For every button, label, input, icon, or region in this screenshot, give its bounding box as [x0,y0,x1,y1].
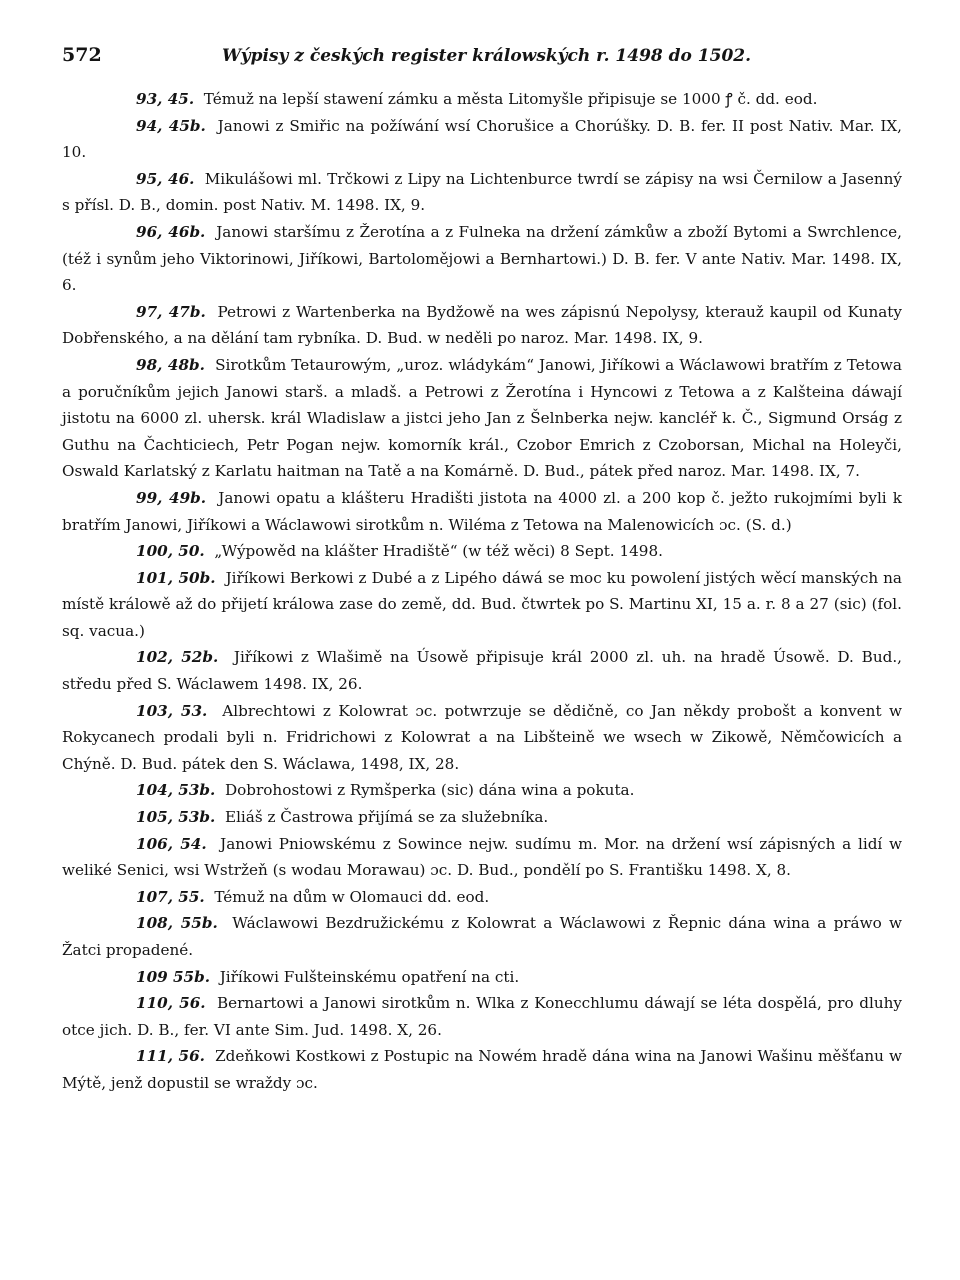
entry-list [62,86,902,1097]
entry-reference: 102, 52b. [136,648,219,667]
register-entry [62,1043,902,1096]
entry-reference: 110, 56. [136,994,206,1013]
entry-text: Wáclawowi Bezdružickému z Kolowrat a Wáclawowi z Řepnic dána wina a práwo w Žatci propadené. [62,914,903,959]
register-entry [62,485,902,538]
page-header [62,44,902,76]
register-entry [62,644,902,697]
entry-reference: 109 55b. [136,967,211,986]
entry-text: Janowi Pniowskému z Sowince nejw. sudímu m. Mor. na držení wsí zápisných a lidí w weliké Senici, wsi Wstržeň (s wodau Morawau) ɔc. D. Bud., pondělí po S. Františku 1498. X, 8. [62,834,903,880]
register-entry [62,352,902,485]
register-entry [62,910,902,963]
entry-text: Mikulášowi ml. Trčkowi z Lipy na Lichtenburce twrdí se zápisy na wsi Černilow a Jasenný s přísl. D. B., domin. post Nativ. M. 1498. IX, 9. [62,169,902,215]
entry-text: Jiříkowi Fulšteinskému opatření na cti. [219,967,520,986]
entry-text: Sirotkům Tetaurowým, „uroz. wládykám“ Janowi, Jiříkowi a Wáclawowi bratřím z Tetowa a poručníkům jejich Janowi starš. a mladš. a Petrowi z Žerotína i Hyncowi z Tetowa a z Kalšteina dáwají jistotu na 6000 zl. uhersk. král Wladislaw a jistci jeho Jan z Šelnberka nejw. kancléř k. Č., Sigmund Orság z Guthu na Čachticiech, Petr Pogan nejw. komorník král., Czobor Emrich z Czoborsan, Michal na Holeyči, Oswald Karlatský z Karlatu haitman na Tatě a na Komárně. D. Bud., pátek před naroz. Mar. 1498. IX, 7. [62,355,902,481]
running-title: Wýpisy z českých register králowských r. 1498 do 1502. [222,46,752,66]
register-entry [62,884,902,911]
entry-text: Jiříkowi Berkowi z Dubé a z Lipého dáwá se moc ku powolení jistých wěcí manských na místě králowě až do přijetí králowa zase do země, dd. Bud. čtwrtek po S. Martinu XI, 15 a. r. 8 a 27 (sic) (fol. sq. vacua.) [62,568,902,640]
entry-reference: 103, 53. [136,701,208,720]
register-entry [62,538,902,565]
entry-text: „Wýpowěd na klášter Hradiště“ (w též wěci) 8 Sept. 1498. [214,542,663,561]
entry-reference: 111, 56. [136,1047,205,1066]
register-entry [62,804,902,831]
entry-text: Bernartowi a Janowi sirotkům n. Wlka z Konecchlumu dáwají se léta dospělá, pro dluhy otce jich. D. B., fer. VI ante Sim. Jud. 1498. X, 26. [62,994,902,1039]
register-entry [62,86,902,113]
entry-reference: 101, 50b. [136,568,216,587]
entry-text: Petrowi z Wartenberka na Bydžowě na wes zápisnú Nepolysy, kterauž kaupil od Kunaty Dobřenského, a na dělání tam rybníka. D. Bud. w neděli po naroz. Mar. 1498. IX, 9. [62,302,902,348]
entry-text: Albrechtowi z Kolowrat ɔc. potwrzuje se dědičně, co Jan někdy probošt a konvent w Rokycanech prodali byli n. Fridrichowi z Kolowrat a na Libšteině we wsech w Zikowě, Němčowicích a Chýně. D. Bud. pátek den S. Wáclawa, 1498, IX, 28. [62,701,903,773]
entry-text: Jiříkowi z Wlašimě na Úsowě připisuje král 2000 zl. uh. na hradě Úsowě. D. Bud., středu před S. Wáclawem 1498. IX, 26. [62,648,902,694]
register-entry [62,565,902,645]
entry-reference: 108, 55b. [136,914,218,933]
entry-reference: 97, 47b. [136,302,206,321]
document-page [62,44,902,1097]
register-entry [62,299,902,352]
register-entry [62,113,902,166]
entry-text: Témuž na dům w Olomauci dd. eod. [214,887,490,906]
register-entry [62,831,902,884]
entry-reference: 96, 46b. [136,222,206,241]
entry-reference: 98, 48b. [136,355,205,374]
entry-text: Eliáš z Častrowa přijímá se za služebníka. [224,808,549,827]
entry-reference: 95, 46. [136,169,195,188]
register-entry [62,698,902,778]
entry-text: Zdeňkowi Kostkowi z Postupic na Nowém hradě dána wina na Janowi Wašinu měšťanu w Mýtě, jenž dopustil se wraždy ɔc. [62,1047,903,1092]
entry-text: Janowi staršímu z Žerotína a z Fulneka na držení zámkůw a zboží Bytomi a Swrchlence, (též i synům jeho Viktorinowi, Jiříkowi, Bartolomějowi a Bernhartowi.) D. B. fer. V ante Nativ. Mar. 1498. IX, 6. [62,222,903,295]
entry-reference: 94, 45b. [136,116,206,135]
page-number: 572 [62,44,102,66]
entry-text: Janowi z Smiřic na požíwání wsí Chorušice a Chorúšky. D. B. fer. II post Nativ. Mar. IX, 10. [62,116,902,162]
entry-reference: 99, 49b. [136,488,207,507]
entry-text: Dobrohostowi z Rymšperka (sic) dána wina a pokuta. [224,781,635,800]
register-entry [62,777,902,804]
entry-reference: 105, 53b. [136,808,216,827]
register-entry [62,964,902,991]
entry-reference: 93, 45. [136,90,195,108]
entry-reference: 107, 55. [136,887,205,906]
entry-text: Janowi opatu a klášteru Hradišti jistota na 4000 zl. a 200 kop č. ježto rukojmími byli k bratřím Janowi, Jiříkowi a Wáclawowi sirotkům n. Wiléma z Tetowa na Malenowicích ɔc. (S. d.) [62,488,902,534]
entry-reference: 104, 53b. [136,781,216,800]
register-entry [62,219,902,299]
register-entry [62,990,902,1043]
entry-reference: 100, 50. [136,542,205,561]
register-entry [62,166,902,219]
entry-reference: 106, 54. [136,834,207,853]
entry-text: Témuž na lepší stawení zámku a města Litomyšle připisuje se 1000 ꝭ č. dd. eod. [203,90,818,108]
